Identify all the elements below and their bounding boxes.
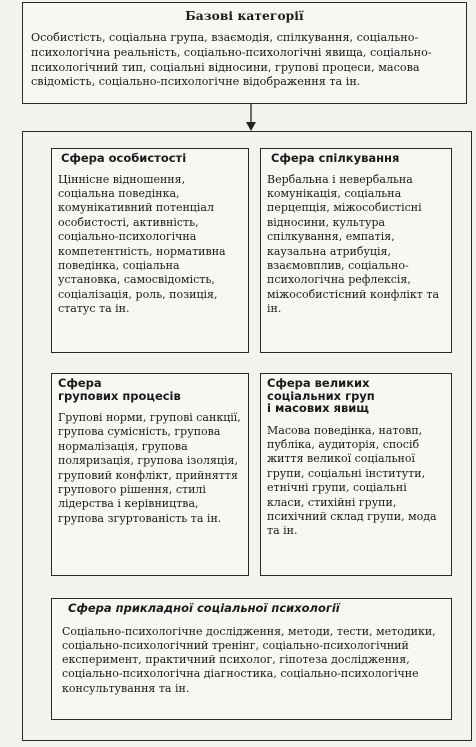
sphere-title — [267, 377, 445, 415]
sphere-title: Сфера спілкування — [271, 151, 400, 165]
sphere-title: Сфера прикладної соціальної психології — [68, 601, 340, 615]
sphere-title — [58, 377, 242, 402]
sphere-title: Сфера особистості — [61, 151, 187, 165]
sphere-text: Вербальна і невербальна комунікація, соціальна перцепція, міжособистісні відносини, культура спілкування, емпатія, каузальна атрибуція, взаємовплив, соціально-психологічна рефлексія, міжособистісний конфлікт та ін. — [267, 172, 440, 316]
sphere-title-line: Сфера — [58, 376, 102, 390]
sphere-text: Масова поведінка, натовп, публіка, аудиторія, спосіб життя великої соціальної групи, соціальні інститути, етнічні групи, соціальні класи, стихійні групи, психічний склад групи, мода та ін. — [267, 423, 437, 538]
sphere-personality — [51, 148, 249, 353]
sphere-text: Ціннісне відношення, соціальна поведінка, комунікативний потенціал особистості, активність, соціально-психологічна компетентність, нормативна поведінка, соціальна установка, самосвідомість, соціалізація, роль, позиція, статус та ін. — [58, 172, 226, 316]
sphere-title-line: Сфера великих — [267, 376, 370, 390]
down-arrow-icon — [240, 104, 262, 132]
base-categories-text: Особистість, соціальна група, взаємодія, спілкування, соціально-психологічна реальність, соціально-психологічні явища, соціально-психологічний тип, соціальні відносини, групові процеси, масова свідомість, соціально-психологічне відображення та ін. — [31, 31, 432, 89]
sphere-text: Групові норми, групові санкції, групова сумісність, групова нормалізація, групова поляризація, групова ізоляція, груповий конфлікт, прийняття групового рішення, стилі лідерства і керівництва, групова згуртованість та ін. — [58, 411, 241, 525]
sphere-title-line: групових процесів — [58, 388, 181, 403]
sphere-title-line: і масових явищ — [267, 401, 370, 415]
sphere-applied — [51, 598, 452, 720]
sphere-communication — [260, 148, 452, 353]
sphere-title-line: соціальних груп — [267, 388, 375, 403]
sphere-text: Соціально-психологічне дослідження, методи, тести, методики, соціально-психологічний тренінг, соціально-психологічний експеримент, практичний психолог, гіпотеза дослідження, соціально-психологічна діагностика, соціально-психологічне консультування та ін. — [62, 624, 436, 695]
sphere-large-groups — [260, 373, 452, 576]
sphere-group-processes — [51, 373, 249, 576]
base-categories-title: Базові категорії — [185, 9, 304, 23]
base-categories-box — [22, 2, 467, 104]
